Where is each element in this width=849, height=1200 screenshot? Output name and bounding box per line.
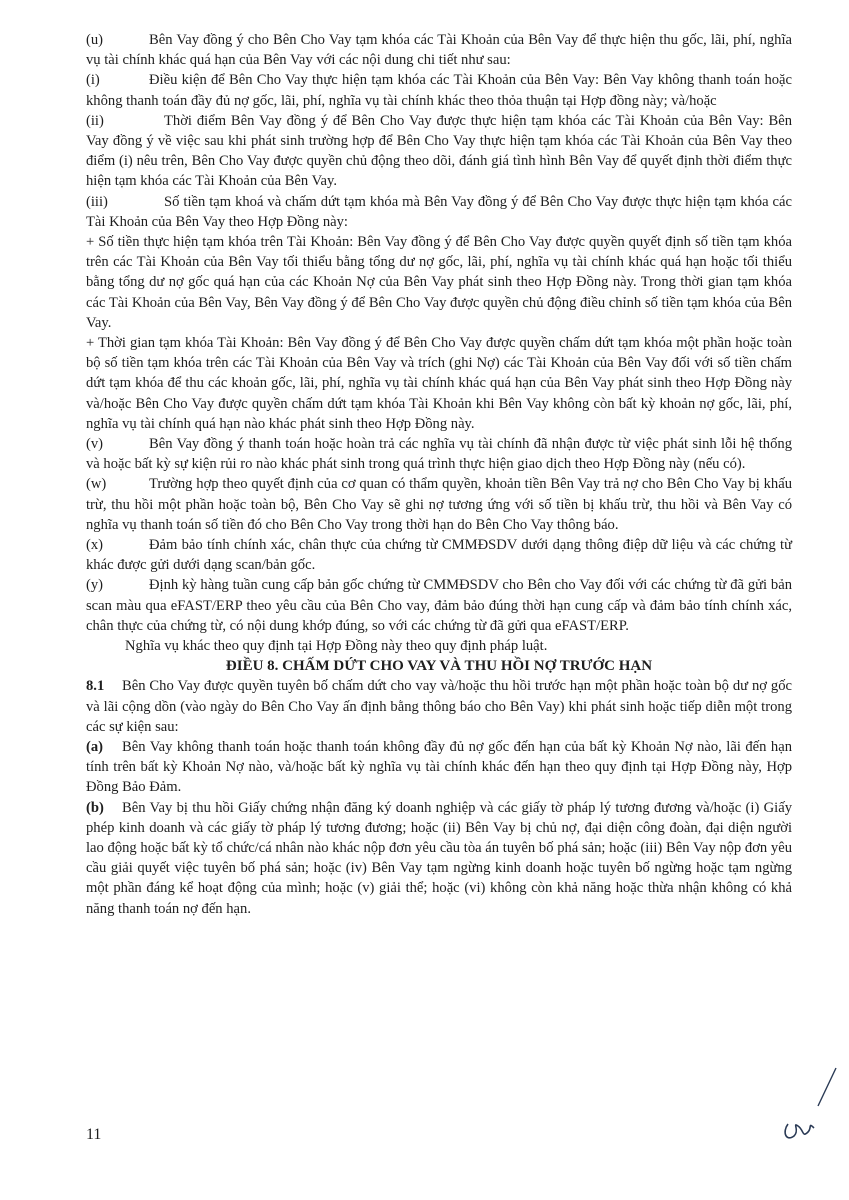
clause-label: (x) <box>86 537 104 554</box>
clause-text: Thời điểm Bên Vay đồng ý để Bên Cho Vay được thực hiện tạm khóa các Tài Khoản của Bên Vay: Bên Vay đồng ý về việc sau khi phát sinh trường hợp để Bên Cho Vay thực hiện tạm khóa các Tài Khoản của Bên Vay theo điểm (i) nêu trên, Bên Cho Vay được quyền chủ động theo dõi, đánh giá tình hình Bên Vay để quyết định thời điểm thực hiện tạm khóa các Tài Khoản của Bên Vay. <box>86 112 792 190</box>
clause-label: (u) <box>86 32 104 48</box>
clause-other-obligations: Nghĩa vụ khác theo quy định tại Hợp Đồng này theo quy định pháp luật. <box>125 638 548 655</box>
clause-label: (w) <box>86 476 107 493</box>
bullet-lock-amount: + Số tiền thực hiện tạm khóa trên Tài Khoản: Bên Vay đồng ý để Bên Cho Vay được quyền quyết định số tiền tạm khóa trên các Tài Khoản của Bên Vay tối thiểu bằng tổng dư nợ gốc, lãi, phí, nghĩa vụ tài chính khác quá hạn hoặc tối thiểu bằng tổng dư nợ gốc quá hạn của các Khoản Nợ của Bên Vay phát sinh theo Hợp Đồng này. Trong thời gian tạm khóa các Tài Khoản của Bên Vay, Bên Vay đồng ý để Bên Cho Vay được quyền chủ động điều chỉnh số tiền tạm khóa của Bên Vay. <box>86 234 792 331</box>
clause-label: (i) <box>86 72 100 89</box>
clause-u <box>86 30 792 70</box>
clause-label: (a) <box>86 738 104 755</box>
document-page <box>86 30 792 919</box>
clause-text: Số tiền tạm khoá và chấm dứt tạm khóa mà Bên Vay đồng ý để Bên Cho Vay được thực hiện tạm khóa các Tài Khoản của Bên Vay theo Hợp Đồng này: <box>86 193 792 230</box>
clause-text: Đảm bảo tính chính xác, chân thực của chứng từ CMMĐSDV dưới dạng thông điệp dữ liệu và các chứng từ khác được gửi dưới dạng scan/bản gốc. <box>86 537 792 574</box>
bullet-lock-duration: + Thời gian tạm khóa Tài Khoản: Bên Vay đồng ý để Bên Cho Vay được quyền chấm dứt tạm khóa một phần hoặc toàn bộ số tiền tạm khóa trên các Tài Khoản của Bên Vay và trích (ghi Nợ) các Tài Khoản của Bên Vay đối với số tiền chấm dứt tạm khóa để thu các khoản gốc, lãi, phí, nghĩa vụ tài chính khác quá hạn của Bên Vay phát sinh theo Hợp Đồng này và/hoặc Bên Cho Vay được quyền chấm dứt tạm khóa Tài Khoản khi Bên Vay không còn bất kỳ khoản nợ gốc, lãi, phí, nghĩa vụ tài chính quá hạn nào khác phát sinh theo Hợp Đồng này. <box>86 335 792 432</box>
clause-label: (b) <box>86 799 104 816</box>
clause-a <box>86 737 792 798</box>
initials-signature-icon <box>778 1066 838 1144</box>
clause-u-ii <box>86 111 792 192</box>
clause-text: Bên Vay đồng ý cho Bên Cho Vay tạm khóa các Tài Khoản của Bên Vay để thực hiện thu gốc, lãi, phí, nghĩa vụ tài chính khác quá hạn của Bên Vay với các nội dung chi tiết như sau: <box>86 32 792 69</box>
clause-w <box>86 474 792 535</box>
clause-label: (ii) <box>86 112 104 129</box>
section-8-1 <box>86 676 792 737</box>
clause-text: Bên Vay không thanh toán hoặc thanh toán không đầy đủ nợ gốc đến hạn của bất kỳ Khoản Nợ nào, lãi đến hạn tính trên bất kỳ Khoản Nợ nào, và/hoặc bất kỳ nghĩa vụ tài chính khác đến hạn theo quy định tại Hợp Đồng này, Hợp Đồng Bảo Đảm. <box>86 738 792 796</box>
section-label: 8.1 <box>86 678 105 695</box>
clause-label: (iii) <box>86 193 108 210</box>
clause-u-iii <box>86 192 792 232</box>
clause-label: (v) <box>86 436 104 453</box>
clause-b <box>86 798 792 919</box>
clause-text: Điều kiện để Bên Cho Vay thực hiện tạm khóa các Tài Khoản của Bên Vay: Bên Vay không thanh toán hoặc không thanh toán đầy đủ nợ gốc, lãi, phí, nghĩa vụ tài chính khác theo thỏa thuận tại Hợp đồng này; và/hoặc <box>86 72 792 109</box>
section-text: Bên Cho Vay được quyền tuyên bố chấm dứt cho vay và/hoặc thu hồi trước hạn một phần hoặc toàn bộ dư nợ gốc và lãi cộng dồn (vào ngày do Bên Cho Vay ấn định bằng thông báo cho Bên Vay) khi phát sinh hoặc tiếp diễn một trong các sự kiện sau: <box>86 678 792 735</box>
clause-text: Bên Vay bị thu hồi Giấy chứng nhận đăng ký doanh nghiệp và các giấy tờ pháp lý tương đương và/hoặc (i) Giấy phép kinh doanh và các giấy tờ pháp lý tương đương; hoặc (ii) Bên Vay bị chủ nợ, đại diện công đoàn, đại diện người lao động hoặc bất kỳ tổ chức/cá nhân nào khác nộp đơn yêu cầu tòa án tuyên bố phá sản; hoặc (iii) Bên Vay nộp đơn yêu cầu giải quyết việc tuyên bố phá sản; hoặc (iv) Bên Vay tạm ngừng kinh doanh hoặc tuyên bố ngừng hoặc tạm ngừng một phần đáng kể hoạt động của mình; hoặc (v) giải thể; hoặc (vi) không còn khả năng hoặc thừa nhận không có khả năng thanh toán nợ đến hạn. <box>86 799 792 917</box>
clause-text: Bên Vay đồng ý thanh toán hoặc hoàn trả các nghĩa vụ tài chính đã nhận được từ việc phát sinh lỗi hệ thống và hoặc bất kỳ sự kiện rủi ro nào khác phát sinh trong quá trình thực hiện giao dịch theo Hợp Đồng này (nếu có). <box>86 436 792 473</box>
clause-v <box>86 434 792 474</box>
clause-text: Trường hợp theo quyết định của cơ quan có thẩm quyền, khoản tiền Bên Vay trả nợ cho Bên Cho Vay bị khấu trừ, thu hồi một phần hoặc toàn bộ, Bên Cho Vay sẽ ghi nợ tương ứng với số tiền bị khấu trừ, thu hồi và Bên Vay có nghĩa vụ thanh toán số tiền đó cho Bên Cho Vay trong thời hạn do Bên Cho Vay thông báo. <box>86 476 792 533</box>
clause-y <box>86 575 792 636</box>
page-number: 11 <box>86 1126 102 1143</box>
article-8-heading: ĐIỀU 8. CHẤM DỨT CHO VAY VÀ THU HỒI NỢ TRƯỚC HẠN <box>225 658 653 675</box>
clause-u-i <box>86 70 792 110</box>
clause-label: (y) <box>86 577 104 594</box>
clause-x <box>86 535 792 575</box>
clause-text: Định kỳ hàng tuần cung cấp bản gốc chứng từ CMMĐSDV cho Bên cho Vay đối với các chứng từ đã gửi bản scan màu qua eFAST/ERP theo yêu cầu của Bên Cho vay, đảm bảo đúng thời hạn cung cấp và đảm bảo tính chính xác, chân thực của chứng từ, có nội dung khớp đúng, so với các chứng từ đã gửi qua eFAST/ERP. <box>86 577 792 634</box>
